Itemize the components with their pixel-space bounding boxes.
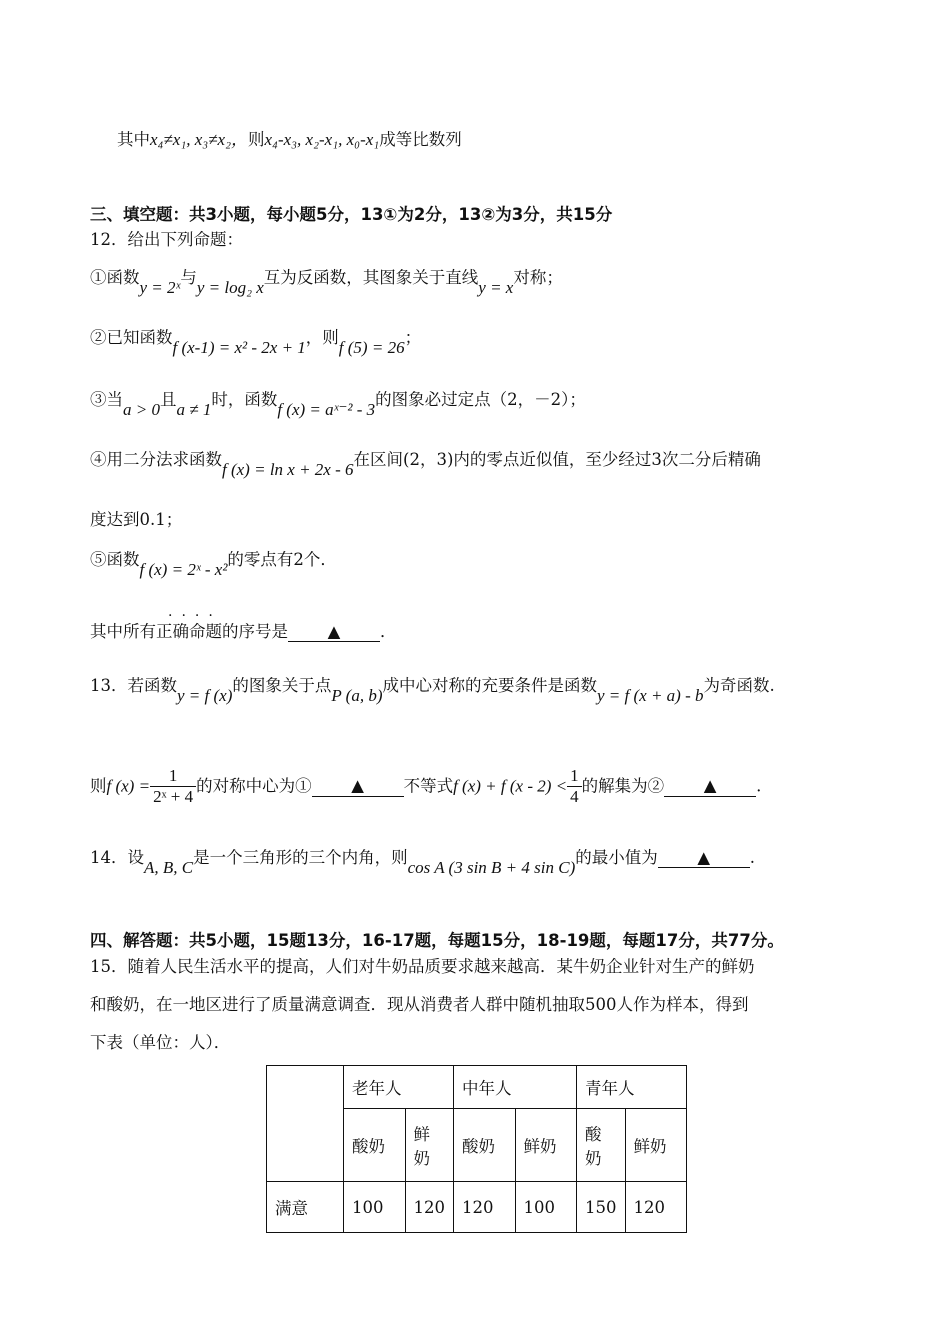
formula: f (x) = aˣ⁻² - 3 (277, 400, 376, 419)
table-corner (267, 1066, 344, 1182)
table-group-header: 青年人 (577, 1066, 687, 1109)
table-cell: 150 (577, 1182, 626, 1233)
fraction: $\frac{1}{\text{2ˣ + 4}}$ (150, 766, 196, 808)
survey-table (266, 1065, 687, 1233)
formula: y = x (478, 278, 514, 297)
formula: f (x) = (106, 776, 151, 796)
answer-blank-2[interactable]: ▲ (664, 777, 756, 796)
q15-line2: 和酸奶，在一地区进行了质量满意调查．现从消费者人群中随机抽取500人作为样本，得到 (90, 995, 749, 1014)
table-cell: 120 (454, 1182, 516, 1233)
prev-question-tail: 其中x₄≠x₁, x₃≠x₂，则x₄-x₃, x₂-x₁, x₀-x₁成等比数列 (117, 130, 462, 149)
q12-prop3: ③当a > 0且a ≠ 1时，函数f (x) = aˣ⁻² - 3的图象必过定点（2，－2）； (90, 390, 586, 419)
fraction: $\frac{1}{4}$ (567, 766, 582, 808)
emphasis-dots: .... (168, 604, 222, 620)
answer-blank[interactable]: ▲ (658, 849, 750, 868)
table-header-row (267, 1066, 687, 1109)
q12-stem: 12．给出下列命题： (90, 230, 243, 249)
formula: y = f (x + a) - b (597, 686, 704, 705)
table-subheader: 酸奶 (577, 1109, 626, 1182)
table-subheader: 鲜奶 (515, 1109, 577, 1182)
table-row (267, 1182, 687, 1233)
cond-formula: x₄≠x₁, x₃≠x₂， (150, 130, 248, 149)
formula: f (5) = 26 (338, 338, 405, 357)
table-subheader: 酸奶 (344, 1109, 406, 1182)
answer-blank-1[interactable]: ▲ (312, 777, 404, 796)
formula: f (x) = ln x + 2x - 6 (222, 460, 354, 479)
table-subheader: 鲜奶 (405, 1109, 454, 1182)
q15-line3: 下表（单位：人）． (90, 1033, 231, 1052)
section4-heading: 四、解答题：共5小题，15题13分，16-17题，每题15分，18-19题，每题17分，共77分。 (90, 931, 784, 950)
formula: a ≠ 1 (176, 400, 212, 419)
formula: cos A (3 sin B + 4 sin C) (407, 858, 576, 877)
q12-prop2: ②已知函数f (x-1) = x² - 2x + 1，则f (5) = 26； (90, 328, 422, 357)
table-group-header: 中年人 (454, 1066, 577, 1109)
table-subheader: 鲜奶 (625, 1109, 687, 1182)
q12-ask: 其中所有正确命题的序号是 ▲ ． (90, 622, 397, 641)
formula: y = f (x) (177, 686, 233, 705)
q13-line2: 则f (x) = $\frac{1}{\text{2ˣ + 4}}$ 的对称中心为① ▲ 不等式f (x) + f (x - 2) < $\frac{1}{4}$ 的解集为② ▲ . (90, 766, 762, 807)
q14-line: 14．设A, B, C是一个三角形的三个内角，则cos A (3 sin B + 4 sin C)的最小值为 ▲ . (90, 848, 755, 877)
q12-prop1: ①函数y = 2ˣ与y = log₂ x互为反函数，其图象关于直线y = x对称； (90, 268, 563, 297)
formula: y = 2ˣ (139, 278, 181, 297)
q13-line1: 13．若函数y = f (x)的图象关于点P (a, b)成中心对称的充要条件是函数y = f (x + a) - b为奇函数. (90, 676, 775, 705)
table-row-label: 满意 (267, 1182, 344, 1233)
table-cell: 100 (344, 1182, 406, 1233)
formula: f (x) = 2ˣ - x² (139, 560, 228, 579)
q15-line1: 15．随着人民生活水平的提高，人们对牛奶品质要求越来越高．某牛奶企业针对生产的鲜奶 (90, 957, 755, 976)
formula: a > 0 (123, 400, 160, 419)
formula: A, B, C (144, 858, 194, 877)
terms-formula: x₄-x₃, x₂-x₁, x₀-x₁ (264, 130, 380, 149)
section3-heading: 三、填空题：共3小题，每小题5分，13①为2分，13②为3分，共15分 (90, 205, 613, 224)
q12-prop4: ④用二分法求函数f (x) = ln x + 2x - 6在区间(2，3)内的零点近似值，至少经过3次二分后精确 (90, 450, 761, 479)
table-cell: 120 (405, 1182, 454, 1233)
table-cell: 100 (515, 1182, 577, 1233)
q12-prop4-cont: 度达到0.1； (90, 510, 183, 529)
table-cell: 120 (625, 1182, 687, 1233)
formula: y = log₂ x (196, 278, 264, 297)
formula: f (x-1) = x² - 2x + 1 (172, 338, 306, 357)
answer-blank[interactable]: ▲ (288, 623, 380, 642)
formula: P (a, b) (331, 686, 383, 705)
q12-prop5: ⑤函数f (x) = 2ˣ - x²的零点有2个． (90, 550, 337, 579)
formula: f (x) + f (x - 2) < (453, 776, 568, 796)
table-group-header: 老年人 (344, 1066, 454, 1109)
table-subheader: 酸奶 (454, 1109, 516, 1182)
